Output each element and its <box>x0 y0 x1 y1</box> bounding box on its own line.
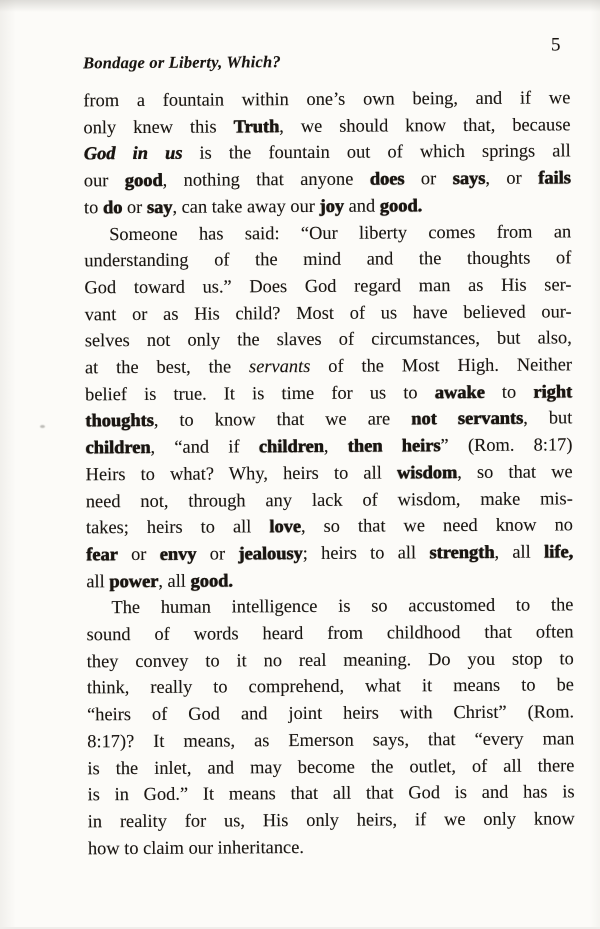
text-run: is in God.” It means that all that God is and has is <box>87 781 575 805</box>
text-run: need not, through any lack of wisdom, make mis- <box>85 487 573 511</box>
text-run: or <box>122 196 147 217</box>
text-run: , “and if <box>150 436 259 458</box>
text-run: ” (Rom. 8:17) <box>440 434 573 456</box>
text-line <box>87 645 574 675</box>
text-run: , nothing that anyone <box>162 168 370 190</box>
text-line <box>85 431 572 461</box>
page-number: 5 <box>550 34 561 56</box>
text-run: , <box>323 435 348 456</box>
text-run: , all <box>494 541 545 562</box>
text-run: , or <box>485 167 539 188</box>
emphasized-text-run: say <box>146 196 173 217</box>
text-line <box>83 84 570 114</box>
text-line <box>84 245 571 275</box>
text-run: only knew this <box>83 116 234 138</box>
emphasized-text-run: then heirs <box>347 435 441 456</box>
emphasized-text-run: life, <box>543 541 574 562</box>
text-run: , so that we need know no <box>300 514 574 537</box>
emphasized-text-run: good. <box>190 570 233 591</box>
text-run: The human intelligence is so accustomed to the <box>111 594 574 618</box>
text-run: from a fountain within one’s own being, and if we <box>83 87 571 111</box>
text-line <box>86 592 573 622</box>
emphasized-text-run: God in us <box>83 143 183 164</box>
text-line <box>87 672 574 702</box>
emphasized-text-run: jealousy <box>238 542 303 564</box>
emphasized-text-run: Truth <box>233 115 280 137</box>
text-line <box>88 779 575 809</box>
text-run: is the inlet, and may become the outlet, of all there <box>87 754 575 778</box>
emphasized-text-run: love <box>269 516 302 537</box>
text-line <box>85 378 572 408</box>
emphasized-text-run: power <box>109 570 159 591</box>
text-line <box>87 752 574 782</box>
text-run: vant or as His child? Most of us have believed our- <box>84 300 572 324</box>
text-run: selves not only the slaves of circumstances, but also, <box>84 327 572 351</box>
text-run: understanding of the mind and the thoughts of <box>84 247 572 271</box>
text-line <box>84 164 571 194</box>
text-run: Someone has said: “Our liberty comes from an <box>109 220 572 244</box>
text-run: they convey to it no real meaning. Do you stop to <box>86 648 574 672</box>
text-run: , to know that we are <box>153 408 412 431</box>
text-run: takes; heirs to all <box>85 516 270 538</box>
text-line <box>84 218 571 248</box>
emphasized-text-run: wisdom <box>396 461 458 483</box>
emphasized-text-run: awake <box>434 381 485 402</box>
emphasized-text-run: strength <box>429 541 495 563</box>
text-line <box>87 725 574 755</box>
text-line <box>86 538 573 568</box>
text-run: how to claim our inheritance. <box>87 836 304 858</box>
text-run: to <box>484 381 534 402</box>
text-run: of the Most High. Neither <box>310 354 573 376</box>
emphasized-text-run: thoughts <box>85 410 154 431</box>
text-line <box>84 138 571 168</box>
text-run: , we should know that, because <box>279 114 571 136</box>
emphasized-text-run: not servants <box>411 408 524 429</box>
emphasized-text-run: joy <box>319 195 345 216</box>
text-line <box>88 805 575 835</box>
emphasized-text-run: good. <box>379 195 423 216</box>
text-line <box>85 298 572 328</box>
text-run: , but <box>523 407 573 429</box>
emphasized-text-run: says <box>452 167 486 189</box>
emphasized-text-run: children <box>85 437 151 458</box>
text-run: and <box>343 195 380 216</box>
text-run: all <box>86 570 110 591</box>
text-run: 8:17)? It means, as Emerson says, that “every man <box>87 728 575 752</box>
paragraph <box>86 592 575 862</box>
emphasized-text-run: children <box>258 435 324 457</box>
body-text <box>83 84 575 861</box>
emphasized-text-run: does <box>369 168 405 189</box>
text-run: is the fountain out of which springs all <box>182 140 571 164</box>
text-run: God toward us.” Does God regard man as His ser- <box>84 274 572 298</box>
paragraph <box>84 218 573 595</box>
text-run: ; heirs to all <box>302 542 430 563</box>
emphasized-text-run: envy <box>159 543 197 564</box>
emphasized-text-run: good <box>124 169 163 191</box>
text-run: or <box>117 543 160 565</box>
text-run: , so that we <box>457 461 573 482</box>
text-run: at the best, the <box>84 356 250 378</box>
text-line <box>86 458 573 488</box>
text-run: think, really to comprehend, what it means to be <box>86 674 574 698</box>
text-run: , all <box>158 570 191 591</box>
text-line <box>88 832 575 862</box>
text-line <box>86 485 573 515</box>
text-line <box>85 351 572 381</box>
emphasized-text-run: fails <box>538 167 571 188</box>
emphasized-text-run: right <box>533 381 573 402</box>
emphasized-text-run: servants <box>248 355 311 377</box>
text-line <box>86 512 573 542</box>
text-line <box>85 325 572 355</box>
text-line <box>83 111 570 141</box>
text-run: or <box>404 168 453 189</box>
ink-speck <box>40 425 45 428</box>
text-line <box>84 191 571 221</box>
paragraph <box>83 84 571 220</box>
text-run: , can take away our <box>172 195 320 217</box>
text-run: or <box>196 543 239 564</box>
text-run: sound of words heard from childhood that often <box>86 621 574 645</box>
text-line <box>86 565 573 595</box>
text-line <box>85 405 572 435</box>
running-header: Bondage or Liberty, Which? <box>83 52 281 73</box>
text-run: belief is true. It is time for us to <box>85 381 435 405</box>
text-line <box>87 618 574 648</box>
text-run: Heirs to what? Why, heirs to all <box>85 462 397 485</box>
emphasized-text-run: do <box>102 196 123 218</box>
emphasized-text-run: fear <box>86 544 118 565</box>
text-run: to <box>83 197 103 218</box>
text-line <box>84 271 571 301</box>
text-run: in reality for us, His only heirs, if we only know <box>87 808 575 832</box>
text-run: “heirs of God and joint heirs with Christ” (Rom. <box>87 701 575 725</box>
text-line <box>87 699 574 729</box>
text-run: our <box>83 170 125 191</box>
